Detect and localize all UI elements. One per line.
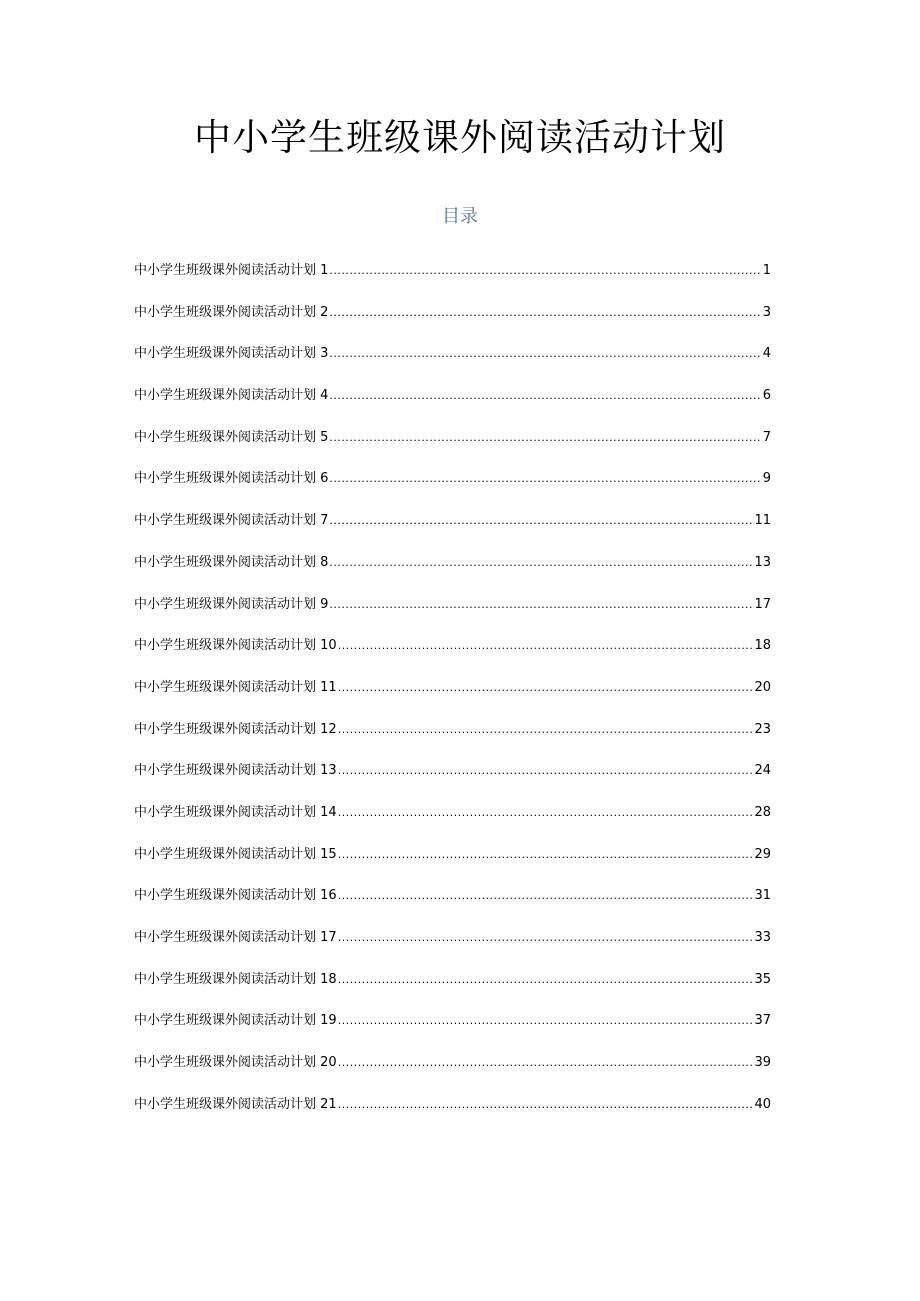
toc-entry[interactable] (134, 467, 771, 509)
toc-entry-label: 中小学生班级课外阅读活动计划 21 (134, 1096, 337, 1112)
toc-dot-leader (338, 759, 754, 783)
toc-entry-page: 6 (762, 388, 771, 404)
toc-entry-page: 33 (754, 930, 771, 945)
toc-entry-page: 11 (754, 513, 771, 529)
toc-entry-page: 35 (754, 971, 771, 987)
toc-entry-label: 中小学生班级课外阅读活动计划 18 (134, 971, 337, 987)
toc-entry-page: 24 (754, 763, 771, 779)
toc-entry-page: 7 (762, 429, 771, 445)
toc-entry[interactable] (134, 551, 771, 593)
toc-dot-leader (338, 1009, 754, 1033)
toc-entry-page: 4 (762, 346, 771, 362)
toc-entry[interactable] (134, 926, 771, 968)
toc-entry-page: 31 (754, 888, 771, 904)
toc-entry-label: 中小学生班级课外阅读活动计划 11 (134, 679, 337, 695)
toc-entry-label: 中小学生班级课外阅读活动计划 19 (134, 1013, 337, 1029)
toc-entry[interactable] (134, 1051, 771, 1093)
toc-entry-label: 中小学生班级课外阅读活动计划 5 (134, 429, 329, 445)
toc-entry-page: 23 (754, 721, 771, 737)
table-of-contents (134, 259, 771, 1134)
toc-entry-label: 中小学生班级课外阅读活动计划 10 (134, 638, 337, 654)
toc-entry-page: 39 (754, 1055, 771, 1071)
toc-dot-leader (338, 1051, 754, 1075)
toc-entry-label: 中小学生班级课外阅读活动计划 3 (134, 346, 329, 362)
toc-entry-label: 中小学生班级课外阅读活动计划 20 (134, 1055, 337, 1071)
toc-entry-page: 13 (754, 554, 771, 570)
toc-entry-label: 中小学生班级课外阅读活动计划 14 (134, 804, 337, 820)
toc-entry-page: 9 (762, 471, 771, 487)
toc-dot-leader (329, 551, 753, 575)
toc-entry-page: 40 (754, 1096, 771, 1112)
toc-dot-leader (329, 301, 761, 325)
toc-dot-leader (338, 634, 754, 658)
toc-entry[interactable] (134, 968, 771, 1010)
toc-entry[interactable] (134, 884, 771, 926)
toc-entry[interactable] (134, 384, 771, 426)
toc-entry[interactable] (134, 301, 771, 343)
toc-entry-page: 17 (754, 596, 771, 612)
toc-entry-label: 中小学生班级课外阅读活动计划 4 (134, 388, 329, 404)
toc-dot-leader (338, 884, 754, 908)
toc-entry[interactable] (134, 759, 771, 801)
toc-entry-label: 中小学生班级课外阅读活动计划 2 (134, 304, 329, 320)
toc-entry-page: 1 (762, 263, 771, 278)
toc-dot-leader (338, 801, 754, 825)
toc-entry-label: 中小学生班级课外阅读活动计划 17 (134, 930, 337, 945)
toc-dot-leader (329, 509, 753, 533)
toc-dot-leader (329, 467, 761, 491)
toc-entry[interactable] (134, 1009, 771, 1051)
toc-heading: 目录 (442, 206, 478, 227)
toc-dot-leader (338, 676, 754, 700)
toc-entry[interactable] (134, 509, 771, 551)
toc-entry-page: 28 (754, 804, 771, 820)
toc-entry-label: 中小学生班级课外阅读活动计划 1 (134, 263, 329, 278)
toc-dot-leader (338, 926, 754, 950)
toc-dot-leader (329, 426, 761, 450)
toc-entry[interactable] (134, 342, 771, 384)
toc-dot-leader (329, 384, 761, 408)
toc-dot-leader (329, 593, 753, 617)
toc-entry-label: 中小学生班级课外阅读活动计划 16 (134, 888, 337, 904)
toc-entry-label: 中小学生班级课外阅读活动计划 15 (134, 846, 337, 862)
toc-entry-page: 29 (754, 846, 771, 862)
toc-entry[interactable] (134, 259, 771, 301)
toc-entry[interactable] (134, 426, 771, 468)
toc-entry[interactable] (134, 843, 771, 885)
toc-entry-page: 37 (754, 1013, 771, 1029)
toc-entry-page: 3 (762, 304, 771, 320)
toc-dot-leader (338, 968, 754, 992)
toc-entry[interactable] (134, 676, 771, 718)
toc-entry-label: 中小学生班级课外阅读活动计划 13 (134, 763, 337, 779)
toc-entry[interactable] (134, 593, 771, 635)
toc-dot-leader (338, 843, 754, 867)
toc-entry-label: 中小学生班级课外阅读活动计划 12 (134, 721, 337, 737)
toc-entry[interactable] (134, 718, 771, 760)
toc-dot-leader (329, 259, 761, 283)
toc-entry-page: 20 (754, 679, 771, 695)
toc-dot-leader (338, 1093, 754, 1117)
toc-entry[interactable] (134, 634, 771, 676)
toc-entry[interactable] (134, 801, 771, 843)
toc-entry-label: 中小学生班级课外阅读活动计划 9 (134, 596, 329, 612)
toc-entry-page: 18 (754, 638, 771, 654)
toc-dot-leader (329, 342, 761, 366)
toc-entry[interactable] (134, 1093, 771, 1135)
document-title: 中小学生班级课外阅读活动计划 (194, 116, 726, 159)
toc-dot-leader (338, 718, 754, 742)
toc-entry-label: 中小学生班级课外阅读活动计划 6 (134, 471, 329, 487)
toc-entry-label: 中小学生班级课外阅读活动计划 8 (134, 554, 329, 570)
toc-entry-label: 中小学生班级课外阅读活动计划 7 (134, 513, 329, 529)
